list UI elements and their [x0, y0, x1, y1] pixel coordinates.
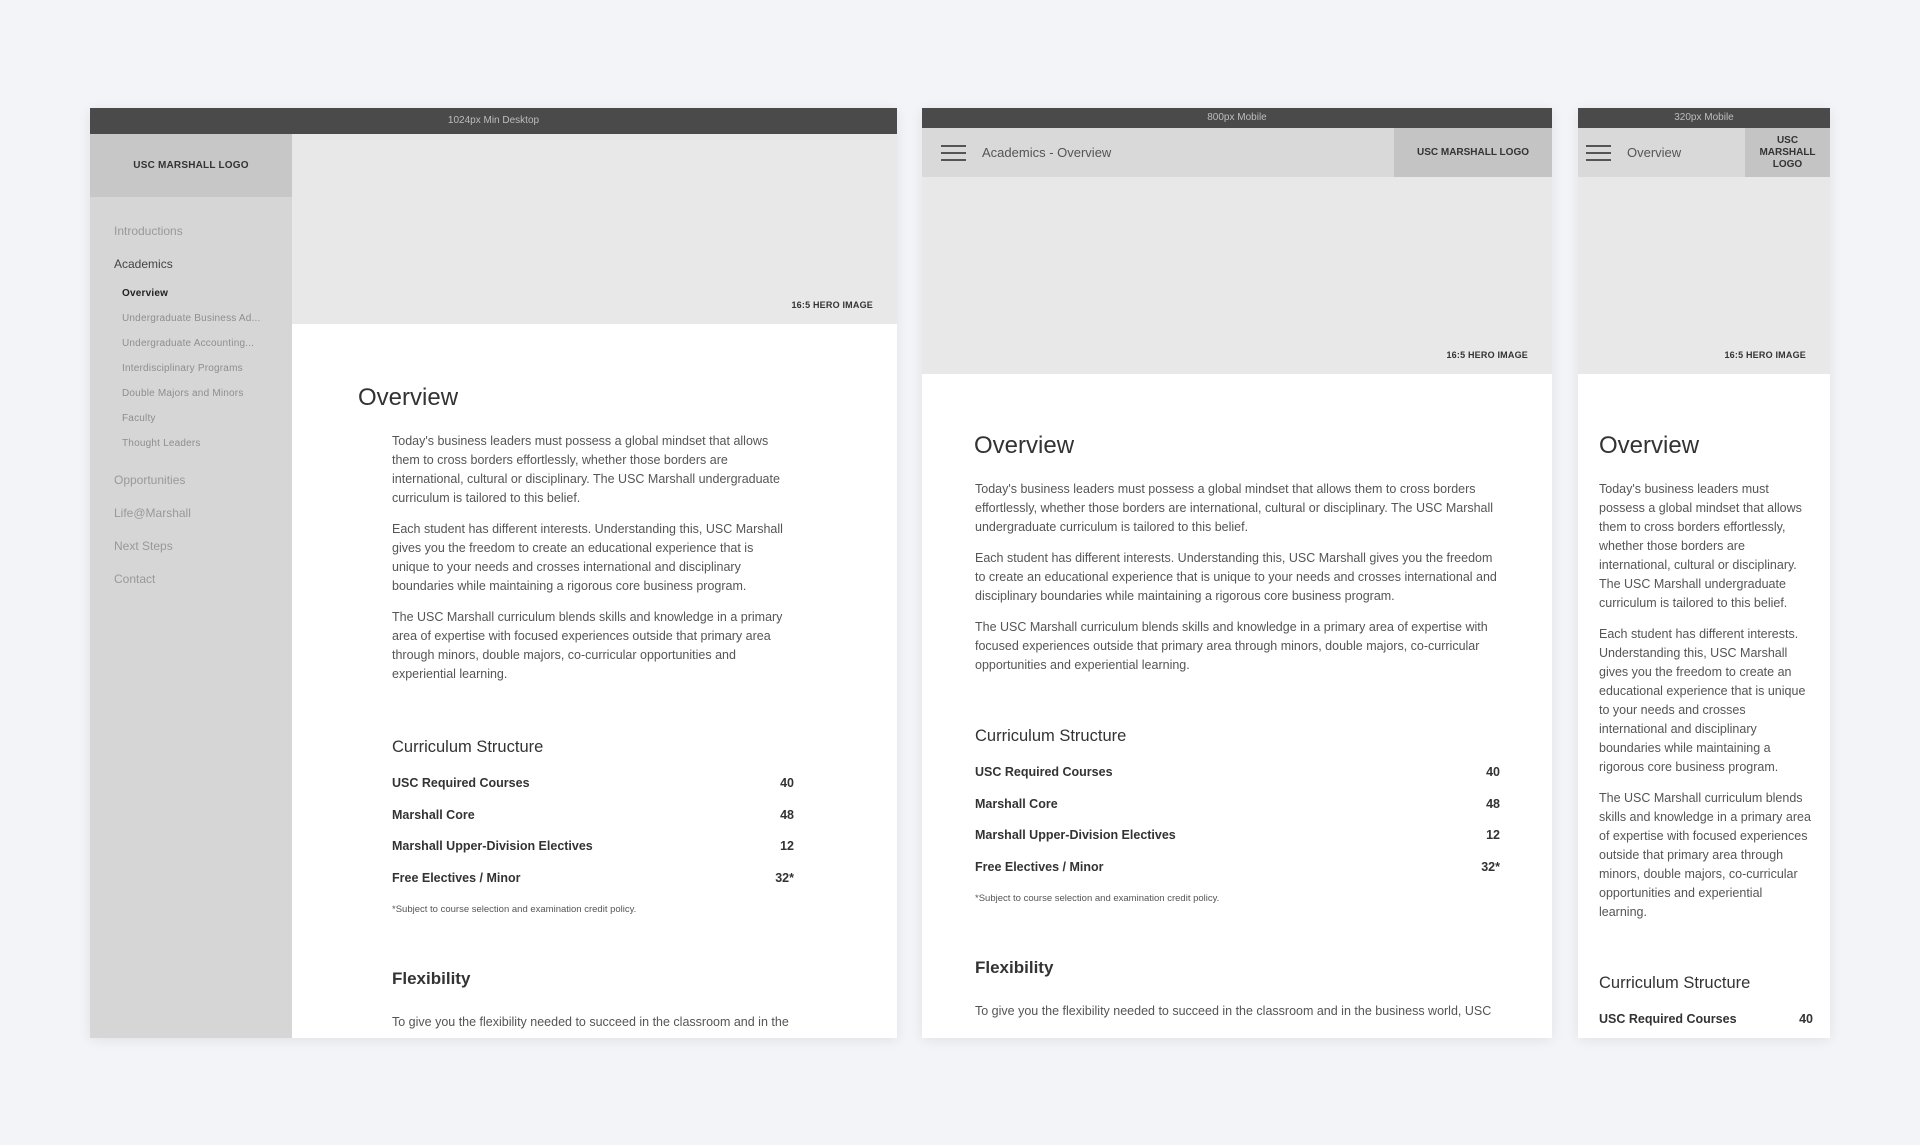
frame-label: 800px Mobile: [922, 108, 1552, 128]
curriculum-row: [975, 757, 1500, 789]
content: [1578, 374, 1830, 1036]
paragraph: Each student has different interests. Understanding this, USC Marshall gives you the freedom to create an educational experience that is unique to your needs and crosses international and disciplinary boundaries while maintaining a rigorous core business program.: [392, 522, 783, 593]
row-label: USC Required Courses: [1599, 1012, 1737, 1026]
section-title-curriculum: Curriculum Structure: [1599, 974, 1751, 992]
hero-label: 16:5 HERO IMAGE: [1724, 350, 1806, 360]
paragraph: The USC Marshall curriculum blends skills and knowledge in a primary area of expertise with focused experiences outside that primary area through minors, double majors, co-curricular opportunities and experiential learning.: [1599, 791, 1811, 919]
hero-image: [922, 177, 1552, 374]
row-value: 32*: [1481, 859, 1500, 874]
logo[interactable]: USC MARSHALL LOGO: [1394, 128, 1552, 177]
top-bar: [1578, 128, 1830, 177]
paragraph: The USC Marshall curriculum blends skills and knowledge in a primary area of expertise with focused experiences outside that primary area through minors, double majors, co-curricular opportunities and experiential learning.: [392, 610, 783, 681]
curriculum-row: [392, 831, 794, 863]
nav-subitem-interdisciplinary[interactable]: Interdisciplinary Programs: [122, 363, 243, 374]
nav-item-opportunities[interactable]: Opportunities: [114, 473, 186, 487]
nav-subitem-double-majors[interactable]: Double Majors and Minors: [122, 388, 244, 399]
hero-label: 16:5 HERO IMAGE: [1446, 350, 1528, 360]
footnote: *Subject to course selection and examination credit policy.: [975, 893, 1220, 904]
paragraph: The USC Marshall curriculum blends skills and knowledge in a primary area of expertise with focused experiences outside that primary area through minors, double majors, co-curricular opportunities and experiential learning.: [975, 620, 1488, 672]
row-value: 48: [1486, 796, 1500, 811]
curriculum-row: [975, 852, 1500, 884]
row-label: USC Required Courses: [392, 776, 530, 790]
section-title-curriculum: Curriculum Structure: [975, 727, 1127, 745]
row-label: Marshall Core: [392, 807, 475, 822]
paragraph: Each student has different interests. Understanding this, USC Marshall gives you the freedom to create an educational experience that is unique to your needs and crosses international and disciplinary boundaries while maintaining a rigorous core business program.: [975, 551, 1497, 603]
section-title-curriculum: Curriculum Structure: [392, 738, 544, 756]
curriculum-table: [1599, 1004, 1813, 1036]
nav-item-life-marshall[interactable]: Life@Marshall: [114, 506, 191, 520]
hero-image: [292, 134, 897, 324]
row-value: 48: [780, 807, 794, 822]
row-value: 40: [780, 776, 794, 790]
row-label: Marshall Upper-Division Electives: [975, 828, 1176, 842]
paragraph: Today's business leaders must possess a global mindset that allows them to cross borders effortlessly, whether those borders are international, cultural or disciplinary. The USC Marshall undergraduate curriculum is tailored to this belief.: [392, 434, 780, 505]
paragraph: To give you the flexibility needed to succeed in the classroom and in the business world, USC: [975, 1004, 1492, 1018]
paragraph: Each student has different interests. Understanding this, USC Marshall gives you the freedom to create an educational experience that is unique to your needs and crosses international and disciplinary boundaries while maintaining a rigorous core business program.: [1599, 627, 1806, 774]
paragraph: Today's business leaders must possess a global mindset that allows them to cross borders effortlessly, whether those borders are international, cultural or disciplinary. The USC Marshall undergraduate curriculum is tailored to this belief.: [1599, 482, 1802, 610]
curriculum-row: [392, 800, 794, 832]
content-body: [392, 432, 794, 1032]
row-value: 40: [1486, 765, 1500, 779]
row-label: Free Electives / Minor: [975, 859, 1104, 874]
page-title: Overview: [974, 432, 1075, 459]
row-value: 12: [1486, 828, 1500, 842]
curriculum-row: [1599, 1004, 1813, 1036]
desktop-page: [90, 134, 897, 1038]
content-body: [1599, 480, 1813, 1036]
sidebar: [90, 134, 292, 1038]
mobile-page: [1578, 128, 1830, 1038]
row-value: 12: [780, 839, 794, 853]
paragraph: Today's business leaders must possess a global mindset that allows them to cross borders effortlessly, whether those borders are international, cultural or disciplinary. The USC Marshall undergraduate curriculum is tailored to this belief.: [975, 482, 1494, 534]
nav-item-academics[interactable]: Academics: [114, 257, 173, 271]
page-title: Overview: [358, 384, 459, 411]
paragraph: To give you the flexibility needed to succeed in the classroom and in the: [392, 1015, 789, 1029]
section-title-flexibility: Flexibility: [392, 969, 471, 988]
row-label: Marshall Core: [975, 796, 1058, 811]
nav-subitem-overview[interactable]: Overview: [122, 288, 169, 299]
hero-label: 16:5 HERO IMAGE: [791, 300, 873, 310]
page-breadcrumb: Academics - Overview: [982, 145, 1112, 160]
nav-item-introductions[interactable]: Introductions: [114, 224, 183, 238]
mobile-frame: [1578, 108, 1830, 1038]
row-value: 32*: [775, 870, 794, 885]
top-bar: [922, 128, 1552, 177]
row-value: 40: [1799, 1012, 1813, 1026]
logo[interactable]: USC MARSHALL LOGO: [90, 134, 292, 197]
page-title: Overview: [1599, 432, 1700, 459]
desktop-frame: [90, 108, 897, 1038]
hero-image: [1578, 177, 1830, 374]
nav-subitem-undergraduate-business[interactable]: Undergraduate Business Ad...: [122, 313, 261, 324]
hamburger-menu-icon[interactable]: [1586, 145, 1611, 161]
content-body: [975, 480, 1500, 1021]
nav-subitem-thought-leaders[interactable]: Thought Leaders: [122, 438, 201, 449]
content: [922, 374, 1552, 1021]
content: [292, 324, 897, 1032]
hamburger-menu-icon[interactable]: [941, 145, 966, 161]
row-label: USC Required Courses: [975, 765, 1113, 779]
curriculum-row: [392, 863, 794, 895]
nav-item-next-steps[interactable]: Next Steps: [114, 539, 173, 553]
section-title-flexibility: Flexibility: [975, 958, 1054, 977]
curriculum-table: [975, 757, 1500, 883]
nav-subitem-undergraduate-accounting[interactable]: Undergraduate Accounting...: [122, 338, 255, 349]
nav-item-contact[interactable]: Contact: [114, 572, 156, 586]
row-label: Free Electives / Minor: [392, 870, 521, 885]
logo[interactable]: USC MARSHALL LOGO: [1745, 128, 1830, 177]
frame-label: 1024px Min Desktop: [90, 108, 897, 134]
tablet-frame: [922, 108, 1552, 1038]
curriculum-row: [975, 789, 1500, 821]
curriculum-row: [975, 820, 1500, 852]
curriculum-row: [392, 768, 794, 800]
sidebar-nav: [90, 197, 292, 596]
footnote: *Subject to course selection and examination credit policy.: [392, 904, 637, 915]
nav-subitem-faculty[interactable]: Faculty: [122, 413, 156, 424]
tablet-page: [922, 128, 1552, 1038]
page-breadcrumb: Overview: [1627, 145, 1682, 160]
row-label: Marshall Upper-Division Electives: [392, 839, 593, 853]
main-content: [292, 134, 897, 1038]
frame-label: 320px Mobile: [1578, 108, 1830, 128]
curriculum-table: [392, 768, 794, 894]
